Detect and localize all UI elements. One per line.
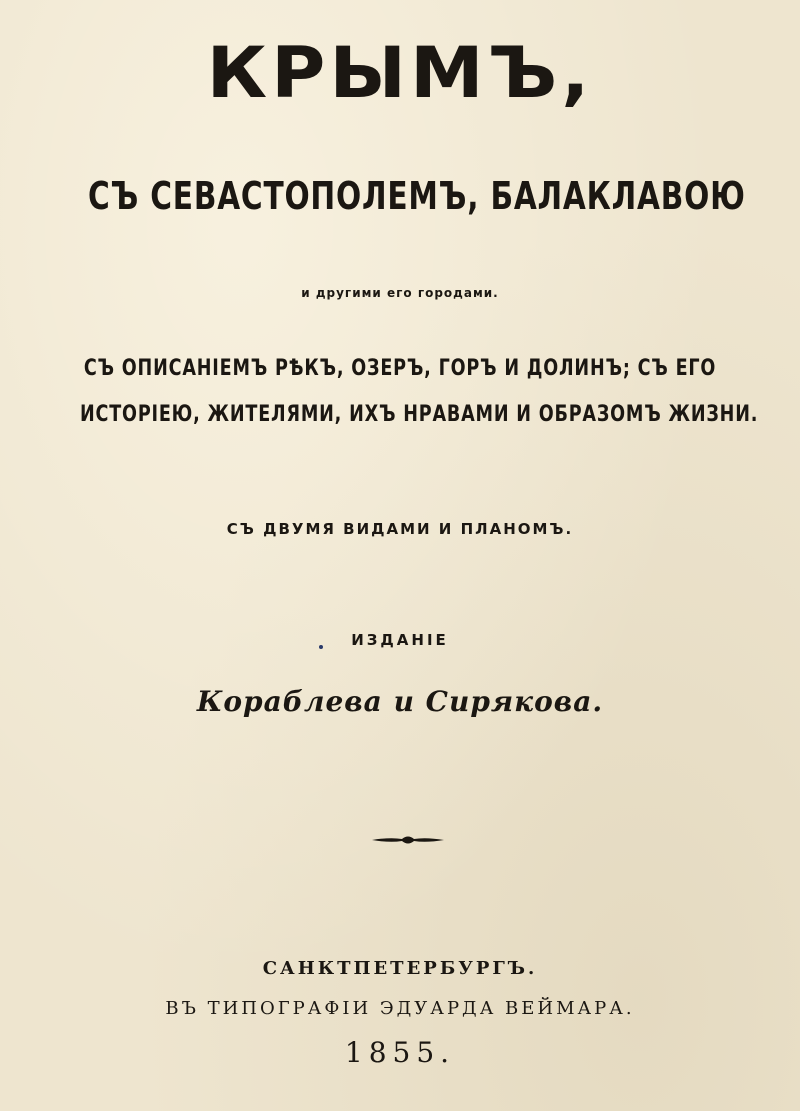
description-line-1: СЪ ОПИСАНІЕМЪ РѢКЪ, ОЗЕРЪ, ГОРЪ И ДОЛИНЪ; СЪ ЕГО <box>83 356 717 381</box>
printer-line: ВЪ ТИПОГРАФІИ ЭДУАРДА ВЕЙМАРА. <box>165 998 635 1019</box>
publication-year: 1855. <box>344 1036 456 1069</box>
other-cities-line: и другими его городами. <box>301 286 499 300</box>
views-and-plan-line: СЪ ДВУМЯ ВИДАМИ И ПЛАНОМЪ. <box>226 520 574 538</box>
edition-label: ИЗДАНІЕ <box>351 631 449 649</box>
ink-fleck <box>319 645 323 649</box>
book-title: КРЫМЪ, <box>206 32 594 114</box>
description-line-2: ИСТОРІЕЮ, ЖИТЕЛЯМИ, ИХЪ НРАВАМИ И ОБРАЗОМЪ ЖИЗНИ. <box>80 402 759 427</box>
city-line: САНКТПЕТЕРБУРГЪ. <box>262 958 538 979</box>
ornament-divider-icon <box>372 834 444 846</box>
book-subtitle: СЪ СЕВАСТОПОЛЕМЪ, БАЛАКЛАВОЮ <box>88 174 746 218</box>
publishers-line: Кораблева и Сирякова. <box>196 685 604 718</box>
